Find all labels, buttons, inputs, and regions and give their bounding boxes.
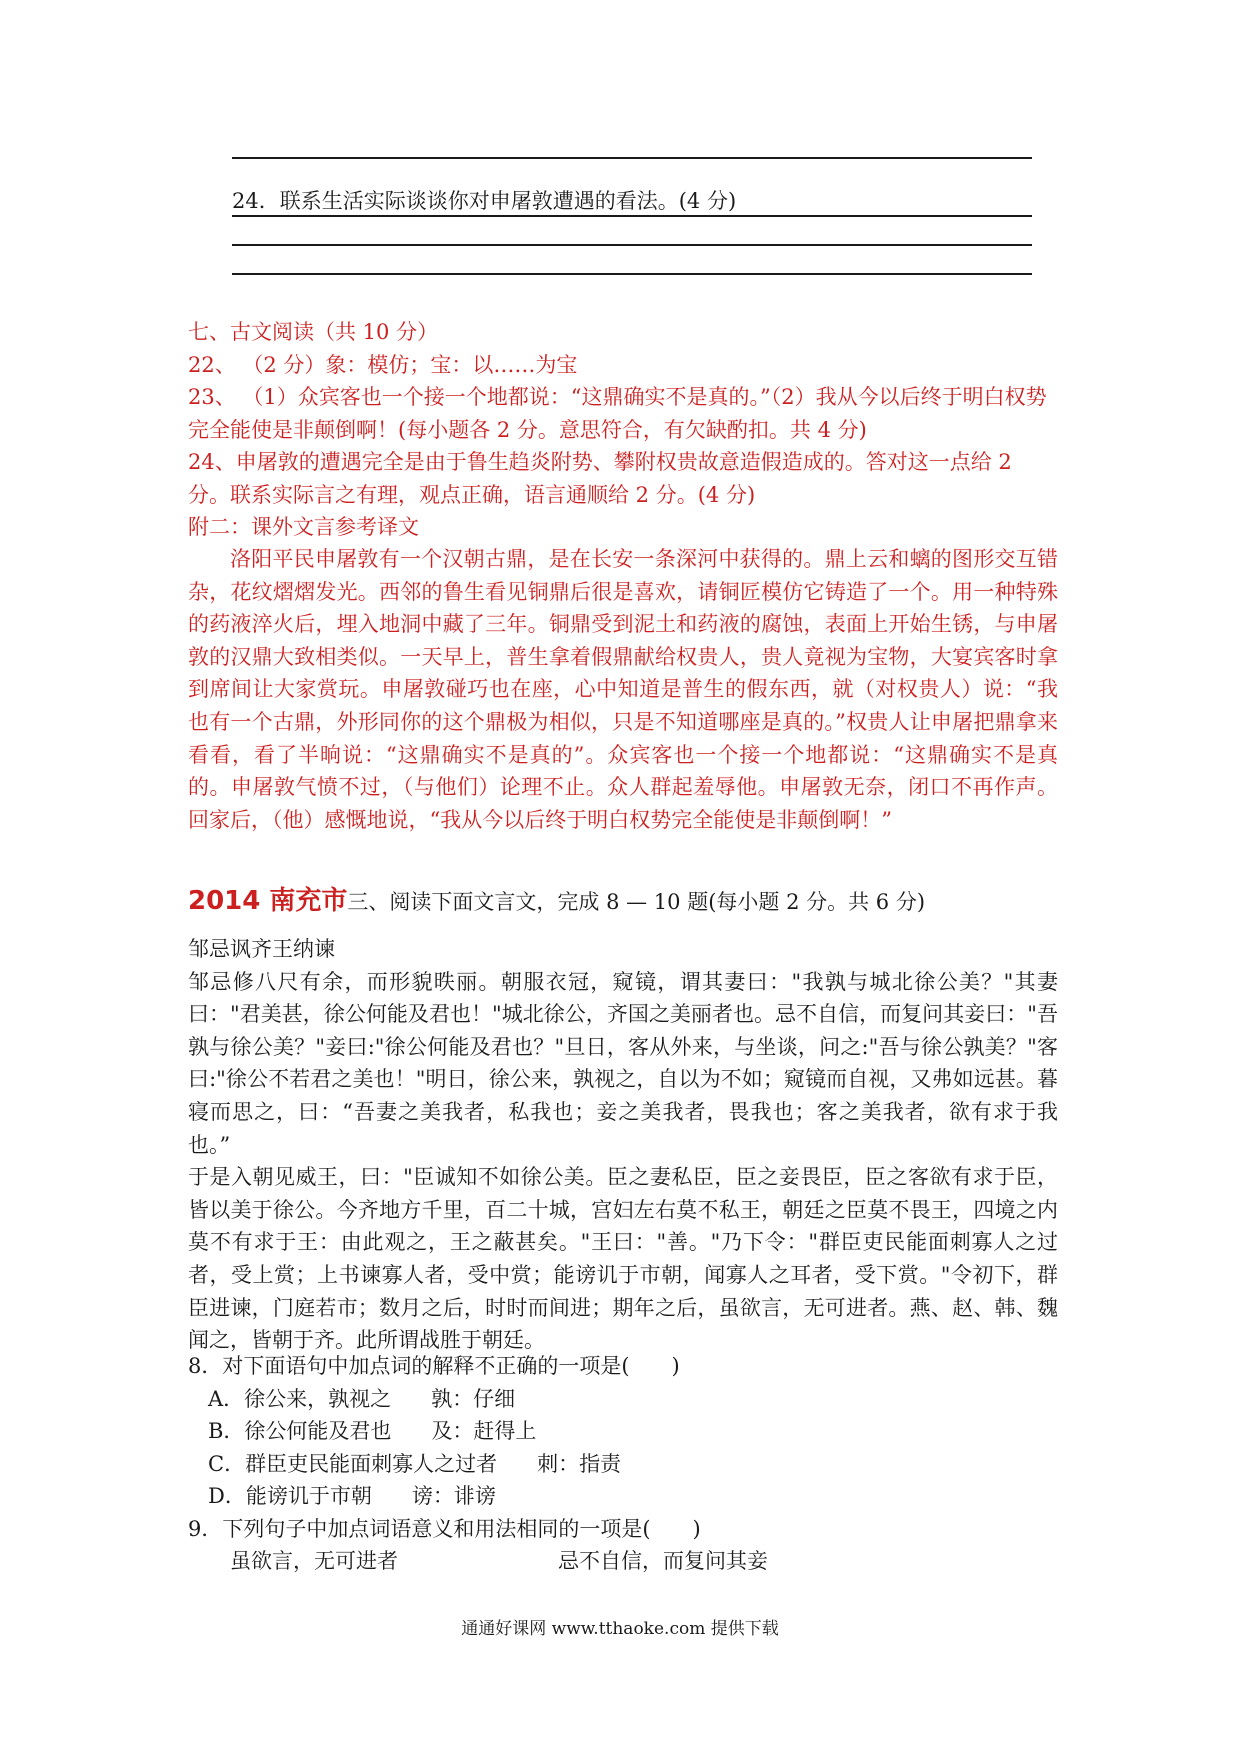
option-text: A．徐公来，孰视之 [208,1386,392,1411]
page-footer: 通通好课网 www.tthaoke.com 提供下载 [461,1619,779,1639]
source-label: 2014 南充市 [188,886,348,916]
answer-line [232,244,1032,246]
answer-22: 22、 （2 分）象：模仿；宝：以……为宝 [188,352,578,377]
answer-line [232,215,1032,217]
option-gloss: 谤：诽谤 [411,1484,496,1508]
option-text: C．群臣吏民能面刺寡人之过者 [208,1451,498,1476]
question-9-row [188,1545,1058,1578]
question-9-stem: 9．下列句子中加点词语意义和用法相同的一项是( ) [188,1516,701,1541]
option-a [188,1383,1058,1416]
option-gloss: 及：赶得上 [431,1419,537,1443]
answer-key [188,316,1058,544]
option-text: D．能谤讥于市朝 [208,1484,372,1508]
answer-line [232,157,1032,159]
question-list [188,1350,1058,1578]
question-24: 24．联系生活实际谈谈你对申屠敦遭遇的看法。(4 分) [232,189,737,213]
option-d [188,1480,1058,1513]
passage-paragraph: 于是入朝见威王，曰："臣诚知不如徐公美。臣之妻私臣，臣之妾畏臣，臣之客欲有求于臣，皆以美于徐公。今齐地方千里，百二十城，宫妇左右莫不私王，朝廷之臣莫不畏王，四境之内莫不有求于王：由此观之，王之蔽甚矣。"王曰："善。"乃下令："群臣吏民能面刺寡人之过者，受上赏；上书谏寡人者，受中赏；能谤讥于市朝，闻寡人之耳者，受下赏。"令初下，群臣进谏，门庭若市；数月之后，时时而间进；期年之后，虽欲言，无可进者。燕、赵、韩、魏闻之，皆朝于齐。此所谓战胜于朝廷。 [188,1165,1058,1353]
question-8-stem: 8．对下面语句中加点词的解释不正确的一项是( ) [188,1354,680,1378]
option-c [188,1448,1058,1481]
classical-passage [188,933,1058,1357]
q9-left: 虽欲言，无可进者 [230,1549,398,1573]
q9-right: 忌不自信，而复问其妾 [558,1549,768,1573]
passage-title: 邹忌讽齐王纳谏 [188,937,335,961]
answer-24: 24、申屠敦的遭遇完全是由于鲁生趋炎附势、攀附权贵故意造假造成的。答对这一点给 2 分。联系实际言之有理，观点正确，语言通顺给 2 分。(4 分) [188,450,1012,507]
reference-translation: 洛阳平民申屠敦有一个汉朝古鼎，是在长安一条深河中获得的。鼎上云和螭的图形交互错杂，花纹熠熠发光。西邻的鲁生看见铜鼎后很是喜欢，请铜匠模仿它铸造了一个。用一种特殊的药液淬火后，埋入地洞中藏了三年。铜鼎受到泥土和药液的腐蚀，表面上开始生锈，与申屠敦的汉鼎大致相类似。一天早上，普生拿着假鼎献给权贵人，贵人竟视为宝物，大宴宾客时拿到席间让大家赏玩。申屠敦碰巧也在座，心中知道是普生的假东西，就（对权贵人）说：“我也有一个古鼎，外形同你的这个鼎极为相似，只是不知道哪座是真的。”权贵人让申屠把鼎拿来看看，看了半晌说：“这鼎确实不是真的”。众宾客也一个接一个地都说：“这鼎确实不是真的。申屠敦气愤不过，（与他们）论理不止。众人群起羞辱他。申屠敦无奈，闭口不再作声。回家后，（他）感慨地说，“我从今以后终于明白权势完全能使是非颠倒啊！” [188,547,1058,832]
option-text: B．徐公何能及君也 [208,1419,392,1443]
answer-section-title: 七、古文阅读（共 10 分） [188,320,439,344]
section-instruction: 三、阅读下面文言文，完成 8 — 10 题(每小题 2 分。共 6 分) [347,890,926,914]
answer-23: 23、 （1）众宾客也一个接一个地都说：“这鼎确实不是真的。”（2）我从今以后终于明白权势完全能使是非颠倒啊！(每小题各 2 分。意思符合，有欠缺酌扣。共 4 分) [188,385,1047,442]
option-b [188,1415,1058,1448]
option-gloss: 孰：仔细 [431,1386,516,1411]
appendix-title: 附二：课外文言参考译文 [188,515,419,539]
answer-line [232,273,1032,275]
option-gloss: 刺：指责 [537,1451,622,1476]
passage-paragraph: 邹忌修八尺有余，而形貌昳丽。朝服衣冠，窥镜，谓其妻曰："我孰与城北徐公美？"其妻曰："君美甚，徐公何能及君也！"城北徐公，齐国之美丽者也。忌不自信，而复问其妾曰："吾孰与徐公美？"妾曰:"徐公何能及君也？"旦日，客从外来，与坐谈，问之:"吾与徐公孰美？"客曰:"徐公不若君之美也！"明日，徐公来，孰视之，自以为不如；窥镜而自视，又弗如远甚。暮寝而思之，曰：“吾妻之美我者，私我也；妾之美我者，畏我也；客之美我者，欲有求于我也。” [188,969,1058,1157]
section-heading [188,883,925,920]
